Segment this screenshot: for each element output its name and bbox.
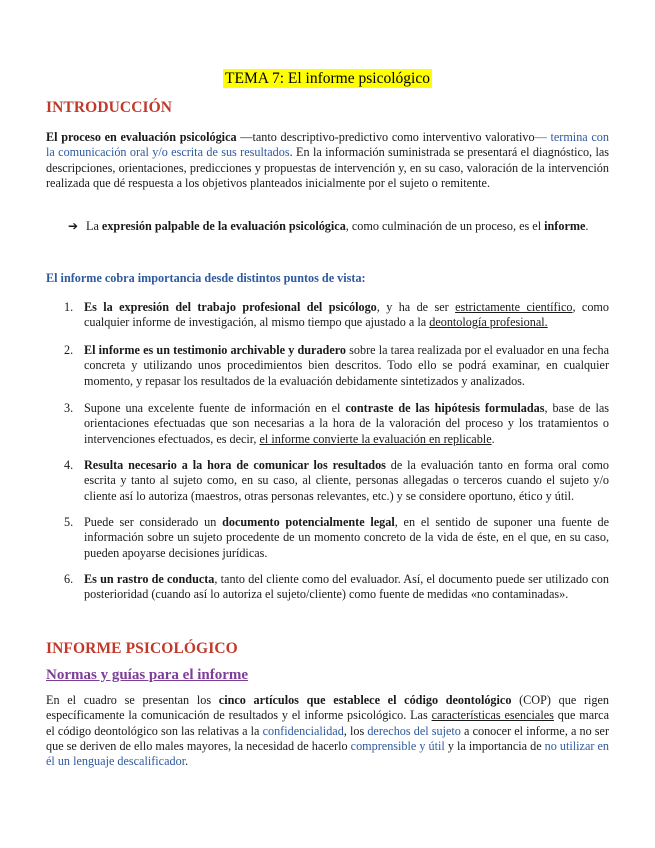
- list-item: 6. Es un rastro de conducta, tanto del cliente como del evaluador. Así, el documento puede ser utilizado con posterioridad (cuando así lo autoriza el sujeto/cliente) como fuente de medidas «no contaminadas».: [64, 572, 609, 602]
- intro-heading: INTRODUCCIÓN: [46, 99, 173, 116]
- list-item: 4. Resulta necesario a la hora de comunicar los resultados de la evaluación tanto en forma oral como escrita y tanto al sujeto como, en su caso, al cliente, personas allegadas o terceros cuando el sujeto y/o cliente así lo autoriza (maestros, otras personas relevantes, etc.) y se considere oportuno, ético y útil.: [64, 458, 609, 503]
- arrow-icon: ➔: [68, 219, 79, 233]
- normas-subheading: Normas y guías para el informe: [46, 667, 249, 683]
- list-item: 1. Es la expresión del trabajo profesional del psicólogo, y ha de ser estrictamente científico, como cualquier informe de investigación, al mismo tiempo que ajustado a la deontología profesional.: [64, 300, 609, 330]
- title-block: [46, 70, 609, 92]
- importance-heading: El informe cobra importancia desde distintos puntos de vista:: [46, 271, 366, 285]
- informe-paragraph: En el cuadro se presentan los cinco artículos que establece el código deontológico (COP) que rigen específicamente la comunicación de resultados y el informe psicológico. Las características esenciales que marca el código deontológico son las relativas a la confidencialidad, los derechos del sujeto a conocer el informe, a no ser que se deriven de ello males mayores, la necesidad de hacerlo comprensible y útil y la importancia de no utilizar en él un lenguaje descalificador.: [46, 693, 610, 769]
- informe-heading: INFORME PSICOLÓGICO: [46, 640, 238, 657]
- list-item: 5. Puede ser considerado un documento potencialmente legal, en el sentido de suponer una fuente de información sobre un sujeto procedente de un momento concreto de la vida de éste, en el que, en su caso, pueden apoyarse decisiones jurídicas.: [64, 515, 609, 560]
- intro-highlight: — termina con la comunicación oral y/o escrita de sus resultados: [46, 130, 609, 160]
- list-item: 3. Supone una excelente fuente de información en el contraste de las hipótesis formuladas, base de las orientaciones efectuadas que son necesarias a la hora de la valoración del proceso y los tratamientos o intervenciones efectuados, es decir, el informe convierte la evaluación en replicable.: [64, 401, 609, 446]
- document-page: [46, 0, 610, 769]
- intro-bold-phrase: El proceso en evaluación psicológica: [46, 130, 237, 144]
- intro-paragraph: El proceso en evaluación psicológica —tanto descriptivo-predictivo como interventivo valorativo— termina con la comunicación oral y/o escrita de sus resultados. En la información suministrada se presentará el diagnóstico, las descripciones, orientaciones, predicciones y propuestas de intervención y, en su caso, valoración de la intervención realizada que dé respuesta a los objetivos planteados inicialmente por el sujeto o remitente.: [46, 130, 609, 190]
- document-title: TEMA 7: El informe psicológico: [225, 70, 430, 87]
- intro-bullet: ➔ La expresión palpable de la evaluación psicológica, como culminación de un proceso, es el informe.: [68, 219, 589, 233]
- list-item: 2. El informe es un testimonio archivable y duradero sobre la tarea realizada por el evaluador en una fecha concreta y utilizando unos procedimientos bien descritos. Todo ello se podrá examinar, en cualquier momento, y repasar los resultados de la evaluación debidamente sintetizados y analizados.: [64, 343, 609, 388]
